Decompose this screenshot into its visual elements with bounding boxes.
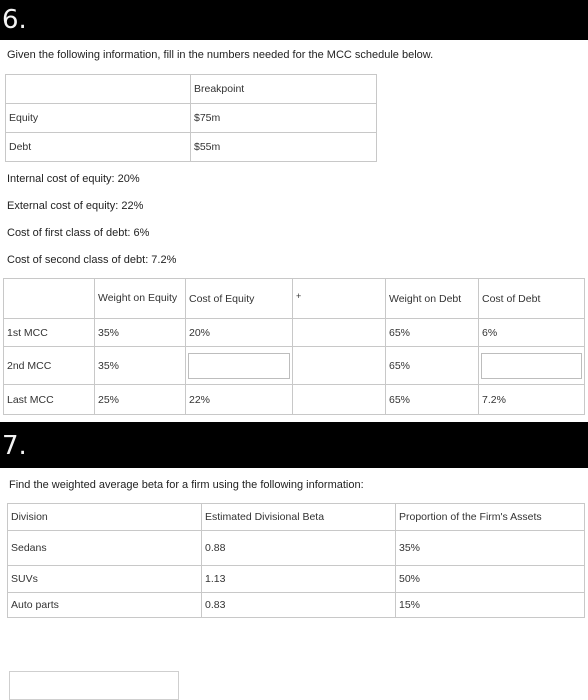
proportion-cell: 35% — [396, 531, 585, 566]
division-cell: Sedans — [8, 531, 202, 566]
breakpoint-value-equity: $75m — [191, 104, 377, 133]
table-row — [8, 566, 585, 593]
beta-table — [7, 503, 585, 618]
beta-cell: 1.13 — [202, 566, 396, 593]
row-label: 1st MCC — [4, 319, 95, 347]
weight-equity-cell: 35% — [95, 319, 186, 347]
mcc-table — [3, 278, 585, 415]
division-cell: SUVs — [8, 566, 202, 593]
weight-equity-cell: 25% — [95, 385, 186, 415]
table-row — [4, 385, 585, 415]
header-division: Division — [8, 504, 202, 531]
weight-debt-cell: 65% — [386, 385, 479, 415]
table-row — [8, 593, 585, 618]
header-cost-debt: Cost of Debt — [479, 279, 585, 319]
header-plus: + — [293, 279, 386, 319]
table-row — [4, 347, 585, 385]
table-row — [4, 319, 585, 347]
question-6-prompt: Given the following information, fill in the numbers needed for the MCC schedule below. — [7, 49, 434, 61]
cost-equity-cell: 20% — [186, 319, 293, 347]
question-7-number: 7. — [2, 431, 27, 461]
cost-equity-input[interactable] — [188, 353, 290, 379]
question-6-header — [0, 0, 588, 40]
info-internal-cost-equity: Internal cost of equity: 20% — [7, 173, 140, 185]
row-label: 2nd MCC — [4, 347, 95, 385]
question-7-header — [0, 422, 588, 468]
breakpoint-value-debt: $55m — [191, 133, 377, 162]
breakpoint-table — [5, 74, 377, 162]
header-cost-equity: Cost of Equity — [186, 279, 293, 319]
cost-equity-cell: 22% — [186, 385, 293, 415]
answer-input[interactable] — [9, 671, 179, 700]
info-external-cost-equity: External cost of equity: 22% — [7, 200, 144, 212]
row-label: Last MCC — [4, 385, 95, 415]
header-weight-debt: Weight on Debt — [386, 279, 479, 319]
breakpoint-header: Breakpoint — [191, 75, 377, 104]
beta-cell: 0.83 — [202, 593, 396, 618]
weight-equity-cell: 35% — [95, 347, 186, 385]
proportion-cell: 15% — [396, 593, 585, 618]
info-cost-second-debt: Cost of second class of debt: 7.2% — [7, 254, 177, 266]
question-7-prompt: Find the weighted average beta for a firm using the following information: — [9, 479, 364, 491]
division-cell: Auto parts — [8, 593, 202, 618]
cost-debt-input[interactable] — [481, 353, 582, 379]
cost-debt-cell: 7.2% — [479, 385, 585, 415]
header-proportion: Proportion of the Firm's Assets — [396, 504, 585, 531]
weight-debt-cell: 65% — [386, 319, 479, 347]
info-cost-first-debt: Cost of first class of debt: 6% — [7, 227, 150, 239]
cost-debt-cell: 6% — [479, 319, 585, 347]
table-row — [8, 531, 585, 566]
header-beta: Estimated Divisional Beta — [202, 504, 396, 531]
proportion-cell: 50% — [396, 566, 585, 593]
weight-debt-cell: 65% — [386, 347, 479, 385]
question-6-number: 6. — [2, 5, 27, 35]
beta-cell: 0.88 — [202, 531, 396, 566]
breakpoint-label-debt: Debt — [6, 133, 191, 162]
header-weight-equity: Weight on Equity — [95, 279, 186, 319]
breakpoint-label-equity: Equity — [6, 104, 191, 133]
